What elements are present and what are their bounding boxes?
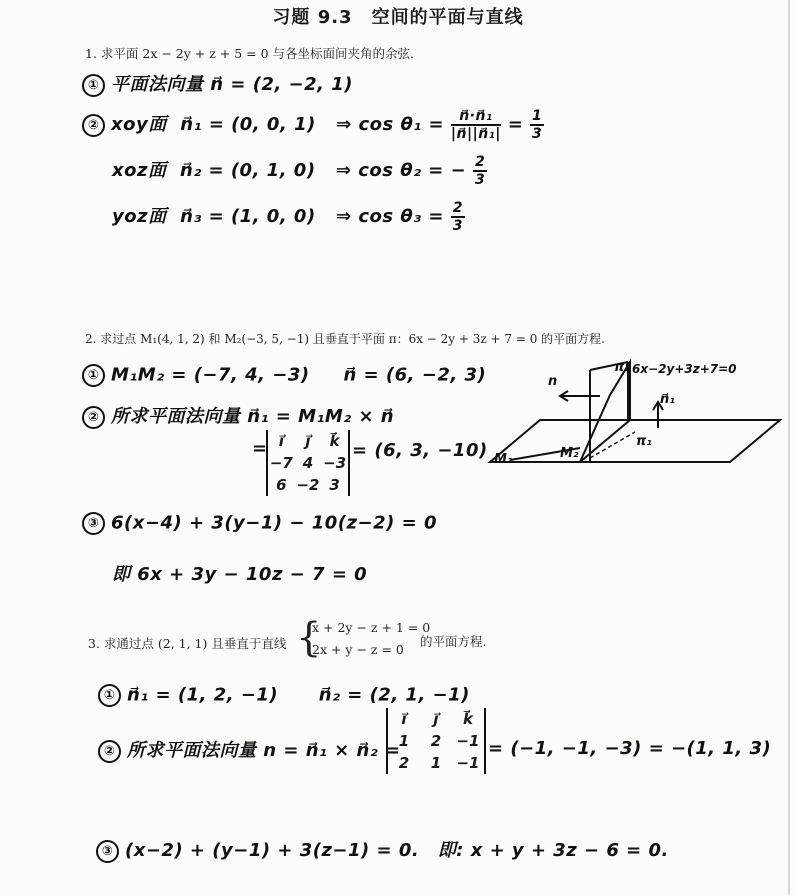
- p2-det-result: = (6, 3, −10): [352, 440, 488, 461]
- p3-plane-equation: (x−2) + (y−1) + 3(z−1) = 0. 即: x + y + 3z − 6 = 0.: [125, 840, 669, 861]
- page-title: 习题 9.3 空间的平面与直线: [272, 7, 524, 28]
- det-row: 2 1 −1: [398, 754, 480, 772]
- line-eq-1: x + 2y − z + 1 = 0: [312, 620, 431, 635]
- p3-step3: [96, 836, 669, 863]
- p1-step1: [82, 70, 353, 97]
- p2-step1: [82, 364, 486, 387]
- step-marker-3: ③: [96, 840, 119, 863]
- p1-cos2-label: ⇒ cos θ₂ = −: [335, 160, 467, 181]
- step-marker-2: ②: [82, 114, 105, 137]
- p3-determinant: [386, 708, 486, 774]
- det-row: 6 −2 3: [276, 476, 340, 494]
- page-edge-shadow: [788, 0, 790, 895]
- p1-cos1-value: $\frac{1}{3}$: [532, 108, 543, 142]
- p1-step1-text: 平面法向量 n⃗ = (2, −2, 1): [111, 74, 354, 95]
- p2-step2: ② 所求平面法向量 n⃗₁ = M₁M₂ × n⃗: [82, 402, 394, 429]
- line-eq-2: 2x + y − z = 0: [312, 642, 404, 657]
- p1-xoz-plane: xoz面: [112, 160, 167, 181]
- p2-det-equals: =: [252, 438, 268, 459]
- step-marker-1: ①: [82, 74, 105, 97]
- p3-step1: [98, 684, 470, 707]
- problem-2-prompt: 2. 求过点 M₁(4, 1, 2) 和 M₂(−3, 5, −1) 且垂直于平面 π：6x − 2y + 3z + 7 = 0 的平面方程.: [85, 332, 605, 346]
- diagram-n1-label: n⃗₁: [660, 392, 675, 407]
- diagram-pi1-label: π₁: [636, 434, 652, 449]
- p2-determinant: [266, 430, 350, 496]
- step-marker-2: ②: [98, 740, 121, 763]
- p1-xoy-plane: xoy面: [111, 114, 167, 135]
- problem-3-prompt-a: 3. 求通过点 (2, 1, 1) 且垂直于直线: [88, 636, 287, 651]
- p1-step3: [112, 154, 487, 188]
- p3-step2: [98, 736, 401, 763]
- problem-3-prompt-b: 的平面方程.: [420, 634, 487, 649]
- p1-cos3-value: $\frac{2}{3}$: [452, 200, 463, 234]
- p2-m1m2-vector: M₁M₂ = (−7, 4, −3): [111, 364, 310, 386]
- p1-cos1-formula: $\frac{\text{n⃗·n⃗₁}}{\text{|n⃗||n⃗₁|}}$: [450, 108, 501, 142]
- p1-cos1-label: ⇒ cos θ₁ =: [336, 114, 445, 135]
- p1-step2: ② xoy面 n⃗₁ = (0, 0, 1) ⇒ cos θ₁ = $\frac{\text{n⃗·n⃗₁}}{\text{|n⃗||n⃗₁|}}$ = $\frac{1}{3}$: [82, 108, 544, 142]
- p1-n3-vector: n⃗₃ = (1, 0, 0): [180, 206, 316, 227]
- p3-n2-vector: n⃗₂ = (2, 1, −1): [318, 684, 470, 706]
- p3-cross-product: 所求平面法向量 n = n⃗₁ × n⃗₂ =: [127, 740, 401, 761]
- step-marker-3: ③: [82, 512, 105, 535]
- diagram-n-label: n: [548, 374, 558, 389]
- p2-n-vector: n⃗ = (6, −2, 3): [343, 364, 487, 386]
- p2-step4: 即 6x + 3y − 10z − 7 = 0: [112, 564, 368, 585]
- p1-cos3-label: ⇒ cos θ₃ =: [336, 206, 444, 227]
- det-row: i⃗ j⃗ k⃗: [278, 432, 340, 450]
- step-marker-2: ②: [82, 406, 105, 429]
- diagram-pi-label: π:: [614, 360, 630, 375]
- step-marker-1: ①: [98, 684, 121, 707]
- p2-point-normal-eq: 6(x−4) + 3(y−1) − 10(z−2) = 0: [111, 512, 437, 534]
- diagram-m2-label: M₂: [560, 446, 579, 461]
- det-row: i⃗ j⃗ k⃗: [401, 710, 473, 728]
- p1-cos2-value: $\frac{2}{3}$: [474, 154, 486, 188]
- diagram-pi-equation: 6x−2y+3z+7=0: [632, 362, 737, 376]
- det-row: 1 2 −1: [398, 732, 480, 750]
- p3-det-result: = (−1, −1, −3) = −(1, 1, 3): [488, 738, 772, 759]
- p2-step3: [82, 512, 437, 535]
- p1-yoz-plane: yoz面: [112, 206, 167, 227]
- step-marker-1: ①: [82, 364, 105, 387]
- p1-n1-vector: n⃗₁ = (0, 0, 1): [180, 114, 316, 135]
- p1-n2-vector: n⃗₂ = (0, 1, 0): [180, 160, 316, 181]
- det-row: −7 4 −3: [269, 454, 347, 472]
- diagram-m1-label: M₁: [494, 452, 513, 467]
- system-brace: {: [296, 615, 322, 661]
- p1-step4: [112, 200, 465, 234]
- problem-1-prompt: 1. 求平面 2x − 2y + z + 5 = 0 与各坐标面间夹角的余弦.: [85, 46, 415, 61]
- p3-n1-vector: n⃗₁ = (1, 2, −1): [127, 684, 279, 706]
